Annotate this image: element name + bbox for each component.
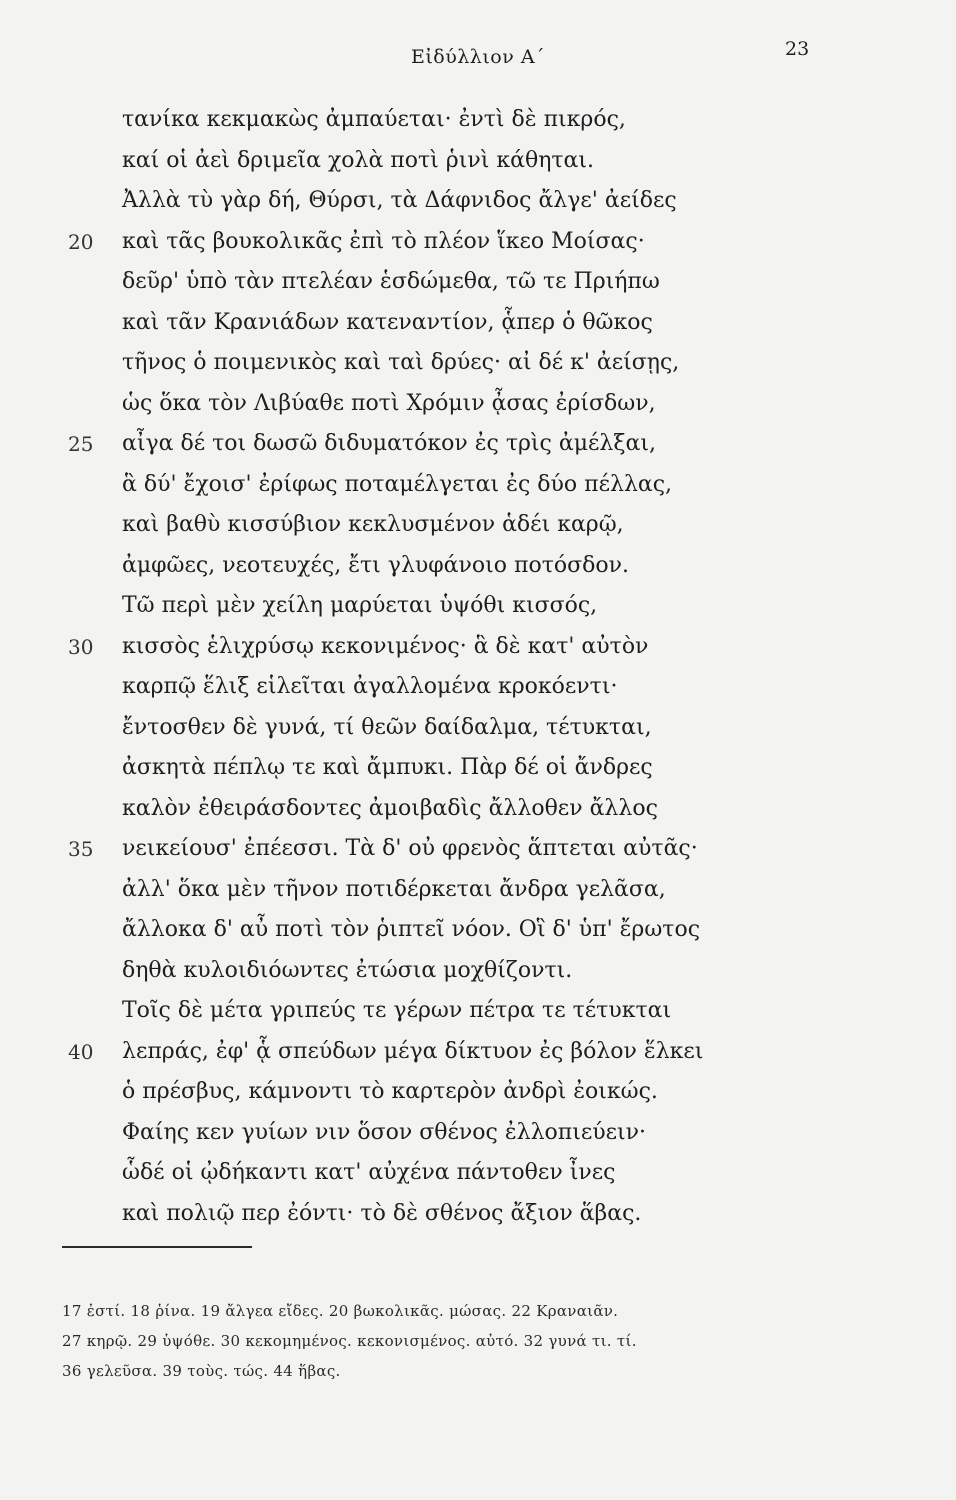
- line-text: ὡς ὅκα τὸν Λιβύαθε ποτὶ Χρόμιν ᾆσας ἐρίσδων,: [122, 390, 656, 416]
- line-text: ἔντοσθεν δὲ γυνά, τί θεῶν δαίδαλμα, τέτυκται,: [122, 714, 652, 740]
- verse-line: [0, 789, 956, 830]
- verse-line: [0, 870, 956, 911]
- verse-line: [0, 424, 956, 465]
- verse-line: [0, 667, 956, 708]
- line-number: 20: [68, 229, 94, 254]
- verse-line: [0, 910, 956, 951]
- verse-line: [0, 1194, 956, 1235]
- line-text: τανίκα κεκμακὼς ἀμπαύεται· ἐντὶ δὲ πικρός,: [122, 107, 626, 132]
- verse-line: [0, 222, 956, 263]
- footnote-line: 17 ἐστί. 18 ῥίνα. 19 ἄλγεα εἴδες. 20 βωκολικᾶς. μώσας. 22 Κραναιᾶν.: [62, 1302, 619, 1320]
- line-number: 30: [68, 634, 94, 659]
- verse-line: [0, 748, 956, 789]
- verse-line: [0, 627, 956, 668]
- line-text: ἀλλ' ὅκα μὲν τῆνον ποτιδέρκεται ἄνδρα γελᾶσα,: [122, 876, 666, 902]
- page-number: 23: [785, 38, 810, 60]
- line-text: καρπῷ ἕλιξ εἱλεῖται ἀγαλλομένα κροκόεντι·: [122, 674, 618, 699]
- line-text: κισσὸς ἑλιχρύσῳ κεκονιμένος· ἃ δὲ κατ' αὐτὸν: [122, 633, 649, 659]
- verse-line: [0, 1153, 956, 1194]
- line-text: νεικείουσ' ἐπέεσσι. Τὰ δ' οὐ φρενὸς ἅπτεται αὐτᾶς·: [122, 836, 698, 861]
- verse-line: [0, 505, 956, 546]
- line-text: καὶ τᾶν Κρανιάδων κατεναντίον, ᾇπερ ὁ θῶκος: [122, 309, 653, 335]
- verse-line: [0, 546, 956, 587]
- verse-line: [0, 303, 956, 344]
- line-text: αἶγα δέ τοι δωσῶ διδυματόκον ἐς τρὶς ἀμέλξαι,: [122, 431, 656, 456]
- line-text: ἀμφῶες, νεοτευχές, ἔτι γλυφάνοιο ποτόσδον.: [122, 552, 629, 578]
- verse-line: [0, 384, 956, 425]
- line-text: Φαίης κεν γυίων νιν ὅσον σθένος ἐλλοπιεύειν·: [122, 1119, 647, 1145]
- verse-line: [0, 586, 956, 627]
- verse-line: [0, 991, 956, 1032]
- footnote-rule: [62, 1246, 252, 1248]
- footnotes: [62, 1296, 922, 1386]
- running-title: Εἰδύλλιον Α΄: [410, 46, 546, 68]
- line-text: ἀσκητὰ πέπλῳ τε καὶ ἄμπυκι. Πὰρ δέ οἱ ἄνδρες: [122, 755, 653, 780]
- line-text: δεῦρ' ὑπὸ τὰν πτελέαν ἑσδώμεθα, τῶ τε Πριήπω: [122, 269, 660, 294]
- verse-line: [0, 708, 956, 749]
- verse-line: [0, 343, 956, 384]
- line-number: 25: [68, 432, 94, 456]
- verse-line: [0, 181, 956, 222]
- line-text: καὶ βαθὺ κισσύβιον κεκλυσμένον ἁδέι καρῷ,: [122, 512, 624, 537]
- verse-line: [0, 1072, 956, 1113]
- line-text: τῆνος ὁ ποιμενικὸς καὶ ταὶ δρύες· αἰ δέ κ' ἀείσῃς,: [122, 350, 680, 375]
- line-text: Τοῖς δὲ μέτα γριπεύς τε γέρων πέτρα τε τέτυκται: [122, 998, 672, 1023]
- line-text: Ἀλλὰ τὺ γὰρ δή, Θύρσι, τὰ Δάφνιδος ἄλγε' ἀείδες: [122, 188, 677, 213]
- line-text: καὶ τᾶς βουκολικᾶς ἐπὶ τὸ πλέον ἵκεο Μοίσας·: [122, 228, 645, 254]
- line-text: καλὸν ἐθειράσδοντες ἀμοιβαδὶς ἄλλοθεν ἄλλος: [122, 795, 658, 821]
- line-text: ἃ δύ' ἔχοισ' ἐρίφως ποταμέλγεται ἐς δύο πέλλας,: [122, 471, 673, 497]
- verse-line: [0, 100, 956, 141]
- verse-line: [0, 141, 956, 182]
- verse-line: [0, 1113, 956, 1154]
- line-number: 35: [68, 837, 94, 861]
- verse-line: [0, 951, 956, 992]
- line-text: καί οἱ ἀεὶ δριμεῖα χολὰ ποτὶ ῥινὶ κάθηται.: [122, 147, 595, 173]
- line-text: ὧδέ οἱ ᾠδήκαντι κατ' αὐχένα πάντοθεν ἶνες: [122, 1160, 616, 1185]
- verse-line: [0, 465, 956, 506]
- line-text: ἄλλοκα δ' αὖ ποτὶ τὸν ῥιπτεῖ νόον. Οἳ δ' ὑπ' ἔρωτος: [122, 917, 701, 942]
- line-text: Τῶ περὶ μὲν χείλη μαρύεται ὑψόθι κισσός,: [122, 593, 598, 618]
- line-text: ὁ πρέσβυς, κάμνοντι τὸ καρτερὸν ἀνδρὶ ἐοικώς.: [122, 1079, 658, 1104]
- line-number: 40: [68, 1039, 94, 1064]
- verse-line: [0, 1032, 956, 1073]
- verse-line: [0, 262, 956, 303]
- verse-line: [0, 829, 956, 870]
- line-text: δηθὰ κυλοιδιόωντες ἐτώσια μοχθίζοντι.: [122, 957, 573, 983]
- footnote-line: 36 γελεῦσα. 39 τοὺς. τώς. 44 ἥβας.: [62, 1362, 341, 1380]
- line-text: λεπράς, ἐφ' ᾇ σπεύδων μέγα δίκτυον ἐς βόλον ἕλκει: [122, 1038, 704, 1064]
- line-text: καὶ πολιῷ περ ἐόντι· τὸ δὲ σθένος ἄξιον ἅβας.: [122, 1200, 642, 1226]
- verse-block: [0, 100, 956, 1234]
- footnote-line: 27 κηρῷ. 29 ὑψόθε. 30 κεκομημένος. κεκονισμένος. αὐτό. 32 γυνά τι. τί.: [62, 1332, 637, 1350]
